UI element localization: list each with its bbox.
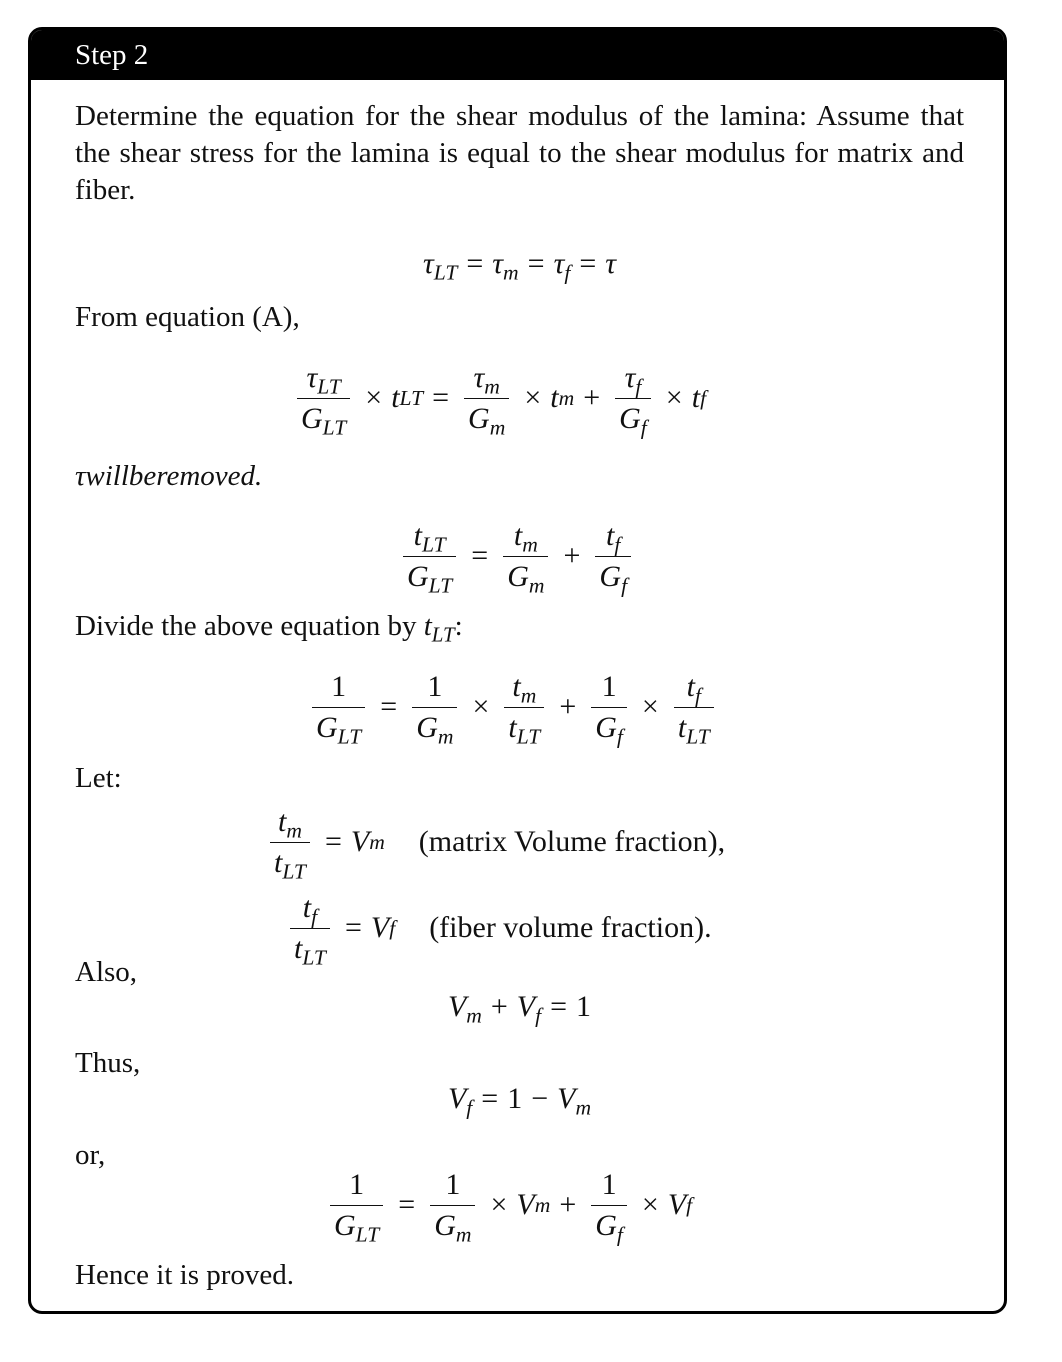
equation-strain-sum: $\frac{\tau_{LT}}{G_{LT}}$ × t LT = $\frac{\tau_m}{G_m}$ × t m + $\frac{\tau_f}{G_f}$ × t f <box>291 362 706 434</box>
equation-thickness-sum: $\frac{t_{LT}}{G_{LT}}$ = $\frac{t_m}{G_m}$ + $\frac{t_f}{G_f}$ <box>397 520 637 592</box>
thus-label: Thus, <box>75 1047 141 1079</box>
equation-vf-result: $V_f = 1 - V_m$ <box>447 1082 592 1120</box>
let-label: Let: <box>75 762 122 794</box>
equation-shear-stress-equality: $\tau_{LT} = \tau_m = \tau_f = \tau$ <box>423 247 616 285</box>
equation-volume-sum: $V_m + V_f = 1$ <box>447 990 592 1028</box>
also-label: Also, <box>75 956 138 988</box>
from-equation-text: From equation (A), <box>75 301 300 333</box>
equation-divided: $\frac{1}{G_{LT}}$ = $\frac{1}{G_m}$ × $\frac{t_m}{t_{LT}}$ + $\frac{1}{G_f}$ × $\frac{t_f}{t_{LT}}$ <box>306 671 720 743</box>
vm-note: (matrix Volume fraction), <box>418 825 726 858</box>
equation-final: $\frac{1}{G_{LT}}$ = $\frac{1}{G_m}$ × V m + $\frac{1}{G_f}$ × V f <box>324 1169 692 1241</box>
or-label: or, <box>75 1139 106 1171</box>
conclusion-text: Hence it is proved. <box>75 1259 295 1291</box>
divide-text: Divide the above equation by $t_{LT}$: <box>75 610 463 647</box>
equation-vf-definition: $\frac{t_f}{t_{LT}}$ = V f (fiber volume fraction). <box>284 892 712 964</box>
step-title: Step 2 <box>75 39 149 71</box>
vf-note: (fiber volume fraction). <box>429 911 712 944</box>
intro-paragraph: Determine the equation for the shear modulus of the lamina: Assume that the shear stress for the lamina is equal to the shear modulus for matrix and fiber. <box>75 100 964 206</box>
step-card <box>28 27 1007 1314</box>
divide-label: Divide the above equation by <box>75 610 417 642</box>
tau-removed-text: τwillberemoved. <box>75 460 263 492</box>
step-content <box>75 30 964 1311</box>
equation-vm-definition: $\frac{t_m}{t_{LT}}$ = V m (matrix Volume fraction), <box>264 806 725 878</box>
